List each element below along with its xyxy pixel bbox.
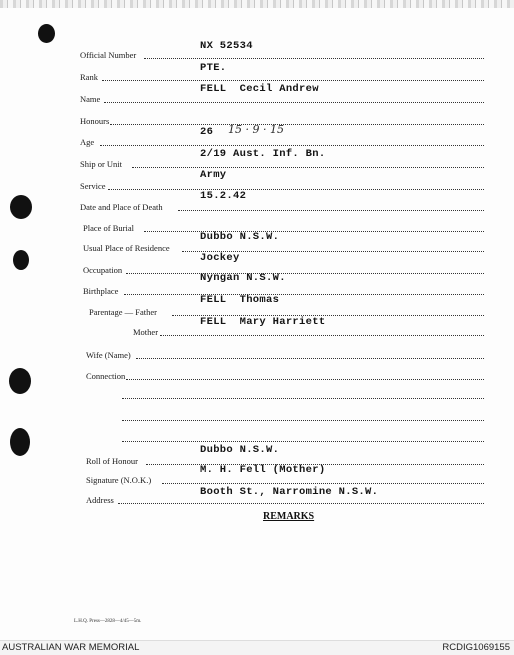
value-father: FELL Thomas (200, 294, 280, 306)
label-rank: Rank (80, 72, 98, 82)
archive-record-id: RCDIG1069155 (442, 642, 510, 653)
archive-institution: AUSTRALIAN WAR MEMORIAL (2, 642, 140, 653)
value-usual-residence: Dubbo N.S.W. (200, 231, 280, 243)
line-occupation (126, 273, 484, 274)
line-age (100, 145, 484, 146)
punch-hole-top (38, 24, 55, 43)
value-mother: FELL Mary Harriett (200, 316, 326, 328)
scan-edge (0, 0, 514, 8)
line-connection-4 (122, 441, 484, 442)
line-place-burial (144, 231, 484, 232)
line-name (104, 102, 484, 103)
line-rank (102, 80, 484, 81)
value-age-handwritten: 15 · 9 · 15 (228, 123, 284, 136)
remarks-heading: REMARKS (263, 511, 315, 522)
line-address (118, 503, 484, 504)
value-signature-nok: M. H. Fell (Mother) (200, 464, 326, 476)
label-signature-nok: Signature (N.O.K.) (86, 475, 152, 485)
value-date-place-death: 15.2.42 (200, 190, 247, 202)
label-ship-or-unit: Ship or Unit (80, 159, 123, 169)
label-mother: Mother (133, 327, 159, 337)
line-wife (136, 358, 484, 359)
line-birthplace (124, 294, 484, 295)
value-rank: PTE. (200, 62, 227, 74)
label-wife: Wife (Name) (86, 350, 131, 360)
label-connection: Connection (86, 371, 126, 381)
line-mother (160, 335, 484, 336)
punch-hole-upper (10, 195, 32, 219)
form-print-reference: L.H.Q. Press—2828—4/45—5m. (74, 619, 142, 624)
value-name: FELL Cecil Andrew (200, 83, 319, 95)
label-usual-residence: Usual Place of Residence (83, 243, 170, 253)
label-parentage-father: Parentage — Father (89, 307, 157, 317)
label-name: Name (80, 94, 101, 104)
line-connection-2 (122, 398, 484, 399)
line-service (108, 189, 484, 190)
value-age: 26 (200, 126, 214, 138)
value-birthplace: Nyngan N.S.W. (200, 272, 286, 284)
line-signature-nok (162, 483, 484, 484)
line-official-number (144, 58, 484, 59)
label-honours: Honours (80, 116, 110, 126)
line-honours (110, 124, 484, 125)
value-official-number: NX 52534 (200, 40, 253, 52)
line-connection-1 (126, 379, 484, 380)
label-place-burial: Place of Burial (83, 223, 134, 233)
value-ship-or-unit: 2/19 Aust. Inf. Bn. (200, 148, 326, 160)
punch-hole-bottom (10, 428, 30, 456)
line-ship-or-unit (132, 167, 484, 168)
label-age: Age (80, 137, 95, 147)
punch-hole-lower (9, 368, 31, 394)
label-occupation: Occupation (83, 265, 123, 275)
value-roll-of-honour: Dubbo N.S.W. (200, 444, 280, 456)
label-address: Address (86, 495, 114, 505)
label-official-number: Official Number (80, 50, 137, 60)
label-birthplace: Birthplace (83, 286, 119, 296)
line-connection-3 (122, 420, 484, 421)
value-service: Army (200, 169, 227, 181)
label-service: Service (80, 181, 106, 191)
label-roll-of-honour: Roll of Honour (86, 456, 138, 466)
punch-hole-middle (13, 250, 29, 270)
value-occupation: Jockey (200, 252, 240, 264)
line-date-place-death (178, 210, 484, 211)
value-address: Booth St., Narromine N.S.W. (200, 486, 379, 498)
archive-footer-bar (0, 640, 514, 655)
label-date-place-death: Date and Place of Death (80, 202, 163, 212)
